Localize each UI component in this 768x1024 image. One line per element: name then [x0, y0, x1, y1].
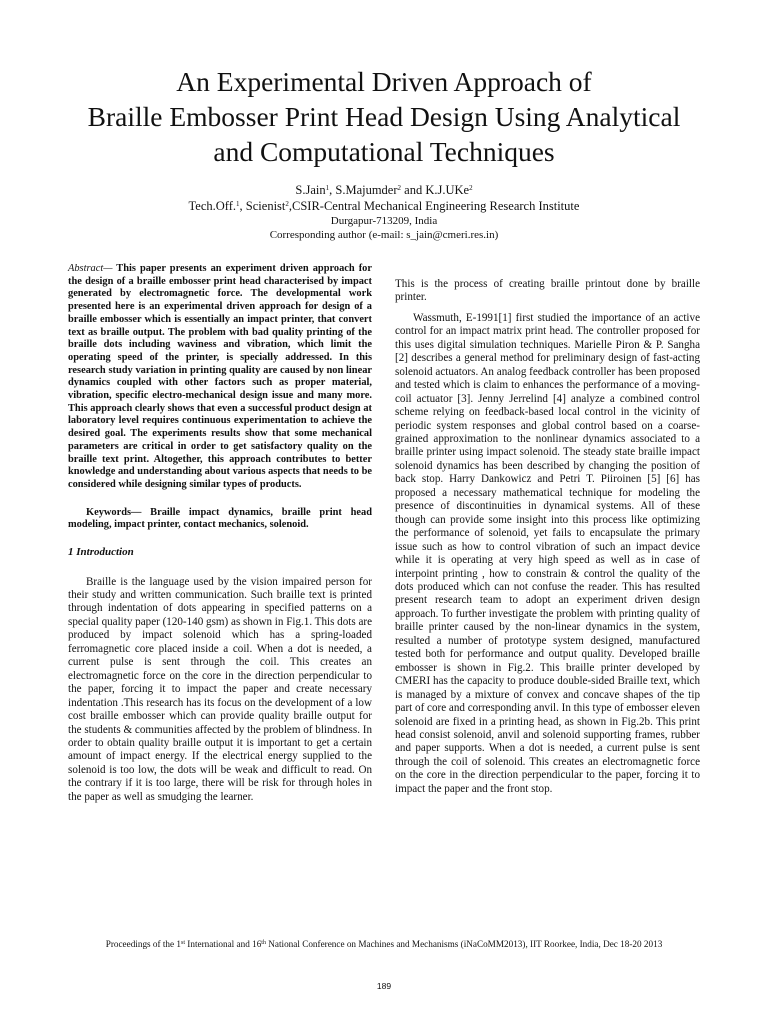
author-separator-2: and	[401, 183, 426, 197]
author-3-affil: 2	[469, 184, 473, 192]
intro-paragraph-3: Wassmuth, E-1991[1] first studied the importance of an active control for an impact matrix print head. The controller proposed for this uses digital simulation techniques. Marielle Piron & P. Sangha [2] describes a general method for preliminary design of fast-acting solenoid actuators. An analog feedback controller has been proposed and tested which is claim to enhances the performance of a moving-coil actuator [3]. Jenny Jerrelind [4] analyze a combined control scheme relying on feedback-based local control in the vicinity of periodic system responses and global control based on a coarse-grained approximation to the nonlinear dynamics associated to a braille printer using impact solenoid. The steady state braille impact solenoid dynamics has been described by changing the position of back stop. Harry Dankowicz and Petri T. Piiroinen [5] [6] has proposed a necessary mathematical technique for modeling the presence of discontinuities in dynamical systems. All of these though can provide some insight into this process like optimizing the performance of solenoid, yet fails to encapsulate the primary issue such as how to control vibration of such an impact device while it is operating at very high speed as well as in case of interpoint printing , how to constrain & control the quality of the dots produced which can not confuse the reader. This has resulted present research team to adopt an experiment driven design approach. To further investigate the problem with printing quality of braille printer caused by the non-linear dynamics in the system, resulted a number of prototype system designed, manufactured tested both for performance and output quality. Developed braille embosser is shown in Fig.2. This braille printer developed by CMERI has the capacity to produce double-sided Braille text, which is managed by a mixture of convex and concave shapes of the tip part of core and corresponding anvil. In this type of embosser eleven solenoid are fixed in a printing head, as shown in Fig.2b. This print head consist solenoid, anvil and solenoid supporting frames, rubber and paper supports. When a dot is needed, a current pulse is sent through the coil of solenoid. This creates an electromagnetic force on the core in the direction perpendicular to the paper, forcing it to impact the paper and the front stop.	[395, 311, 700, 795]
section-heading-introduction: 1 Introduction	[68, 546, 134, 559]
keywords: Keywords— Braille impact dynamics, braille print head modeling, impact printer, contact mechanics, solenoid.	[68, 506, 372, 531]
affiliation-part-1: Tech.Off.	[188, 199, 237, 213]
footer-sup-1: st	[180, 940, 185, 946]
footer-part-2: International and 16	[185, 939, 262, 949]
corresponding-author: Corresponding author (e-mail: s_jain@cmeri.res.in)	[269, 229, 499, 241]
page-number: 189	[376, 981, 392, 991]
affiliation-part-2: , Scienist	[239, 199, 286, 213]
right-column	[395, 278, 700, 796]
paper-title	[20, 64, 748, 169]
author-3: K.J.UKe	[425, 183, 470, 197]
author-separator-1: ,	[329, 183, 336, 197]
title-line-3: and Computational Techniques	[213, 136, 555, 167]
title-line-1: An Experimental Driven Approach of	[176, 66, 592, 97]
intro-paragraph-2: This is the process of creating braille printout done by braille printer.	[395, 278, 700, 304]
left-column	[68, 263, 372, 804]
affiliation-line	[0, 198, 768, 214]
affiliation-sup-2: 2	[285, 200, 289, 208]
intro-paragraph-1: Braille is the language used by the vision impaired person for their study and written communication. Such braille text is printed through indentation of dots appearing in specified patterns on a special quality paper (120-140 gsm) as shown in Fig.1. This dots are produced by impact solenoid which has a spring-loaded ferromagnetic core placed inside a coil. When a dot is needed, a current pulse is sent through the coil. This creates an electromagnetic force on the core in the direction perpendicular to the paper, forcing it to impact the paper and create necessary indentation .This research has its focus on the development of a low cost braille embosser which can provide quality braille output for the students & communities affected by the problem of blindness. In order to obtain quality braille output it is important to get a certain amount of impact energy. If the electrical energy supplied to the solenoid is too low, the dots will be weak and difficult to read. On the contrary if it is too large, there will be risk for through holes in the paper as well as smudging the learner.	[68, 575, 372, 803]
author-block	[0, 182, 768, 242]
abstract-text: This paper presents an experiment driven approach for the design of a braille embosser print head characterised by impact generated by electromagnetic force. The developmental work presented here is an experimental driven approach for design of a braille embosser which is essentially an impact printer, that convert text as braille output. The problem with bad quality printing of the braille dots including waviness and vibration, which limit the operating speed of the printer, is specially addressed. In this research study variation in printing quality are caused by non linear dynamics coupled with other factors such as proper material, vibration, specific electro-mechanical design issue and many more. This approach clearly shows that even a successful product design at laboratory level requires continuous experimentation to achieve the desired goal. The experiments results show that some mechanical parameters are critical in order to get satisfactory quality on the braille text print. Altogether, this approach contributes to better knowledge and understanding about various aspects that needs to be considered while designing similar types of products.	[68, 263, 372, 490]
affiliation-sup-1: 1	[236, 200, 240, 208]
affiliation-location: Durgapur-713209, India	[330, 215, 438, 227]
abstract-label: Abstract—	[68, 263, 113, 274]
affiliation-part-3: ,CSIR-Central Mechanical Engineering Research Institute	[288, 199, 580, 213]
footer-part-3: National Conference on Machines and Mechanisms (iNaCoMM2013), IIT Roorkee, India, Dec 18-20 2013	[265, 939, 663, 949]
abstract	[68, 263, 372, 492]
proceedings-footer	[0, 939, 768, 949]
author-names	[0, 182, 768, 198]
author-1-affil: 1	[325, 184, 330, 192]
title-line-2: Braille Embosser Print Head Design Using Analytical	[87, 101, 681, 132]
author-1: S.Jain	[295, 183, 326, 197]
footer-part-1: Proceedings of the 1	[105, 939, 181, 949]
author-2: S.Majumder	[335, 183, 398, 197]
footer-sup-2: th	[261, 940, 266, 946]
author-2-affil: 2	[397, 184, 402, 192]
